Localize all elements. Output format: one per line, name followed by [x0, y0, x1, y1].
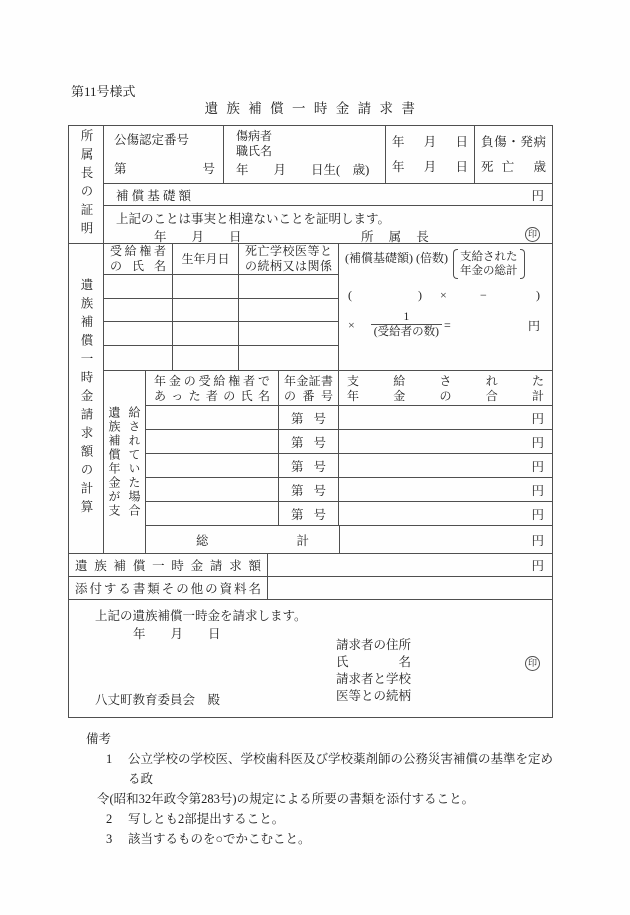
- date-cell: [386, 126, 475, 183]
- remark-text: 公立学校の学校医、学校歯科医及び学校薬剤師の公務災害補償の基準を定める政: [128, 752, 554, 786]
- remark-item-1: [86, 749, 564, 789]
- certification-statement: 上記のことは事実と相違ないことを証明します。: [116, 212, 391, 226]
- pension-row-amount: [339, 478, 552, 501]
- formula-fraction: [371, 311, 442, 339]
- fraction-numerator: 1: [403, 311, 410, 323]
- certification-date: 年 月 日: [154, 230, 242, 244]
- pension-row-name: [146, 430, 279, 453]
- remark-item-2: [86, 809, 564, 829]
- attachments-label-cell: [69, 577, 268, 599]
- request-date: 年 月 日: [133, 627, 221, 641]
- certification-vertical-label: [69, 126, 104, 243]
- beneficiary-birthdate-row: [173, 299, 238, 323]
- beneficiary-birthdate-row: [173, 322, 238, 346]
- beneficiary-birthdate-header-text: 生年月日: [181, 251, 230, 266]
- yen-unit: 円: [531, 483, 544, 498]
- injury-cert-number-cell: [104, 126, 224, 183]
- base-amount-unit: 円: [531, 188, 544, 203]
- formula-paid-pension-bracket: [453, 249, 525, 279]
- injured-person-birthdate: 年 月 日生( 歳): [236, 163, 370, 177]
- page-title: 遺 族 補 償 一 時 金 請 求 書: [204, 101, 418, 116]
- injured-person-label-line2: 職氏名: [236, 144, 273, 158]
- claim-amount-label-cell: [69, 554, 268, 576]
- injury-cert-number-label: 公傷認定番号: [114, 133, 190, 147]
- pension-paid-vertical-right: 給されていた場合: [127, 406, 141, 518]
- beneficiary-name-header-line1: 受給権者: [110, 244, 166, 259]
- remark-number: 1: [106, 752, 113, 766]
- attachments-value: [268, 577, 552, 599]
- beneficiary-relation-row: [239, 275, 338, 299]
- beneficiary-name-header-line2: の 氏 名: [110, 259, 166, 274]
- calculation-vertical-label-text: 遺族補償一時金請求額の計算: [79, 278, 93, 519]
- certification-statement-row: [104, 206, 552, 243]
- formula-times-sign-2: ×: [348, 317, 355, 332]
- pension-row-name: [146, 478, 279, 501]
- remark-continuation: 令(昭和32年政令第283号)の規定による所要の書類を添付すること。: [97, 792, 475, 806]
- beneficiary-relation-header-line1: 死亡学校医等と: [245, 244, 332, 259]
- certification-content: [104, 126, 552, 243]
- base-amount-row: [104, 184, 552, 206]
- beneficiary-birthdate-header: [173, 244, 238, 275]
- formula-minus-sign: −: [480, 288, 487, 302]
- certification-vertical-label-text: 所属長の証明: [79, 129, 93, 240]
- formula-paid-pension-caption: [458, 249, 520, 279]
- yen-unit: 円: [531, 559, 544, 573]
- certification-top-row: [104, 126, 552, 184]
- recipient-line: 八丈町教育委員会 殿: [95, 693, 221, 707]
- pension-row: [146, 502, 552, 526]
- pension-cert-number-header: [279, 371, 339, 405]
- yen-unit: 円: [531, 533, 544, 548]
- beneficiary-relation-header-line2: の続柄又は関係: [245, 259, 332, 274]
- beneficiary-name-header: [104, 244, 172, 275]
- yen-unit: 円: [531, 459, 544, 474]
- pension-table-header: [146, 371, 552, 406]
- seal-icon: 印: [525, 227, 540, 242]
- formula-open-paren: (: [348, 288, 352, 302]
- beneficiary-birthdate-row: [173, 346, 238, 370]
- pension-row-name: [146, 454, 279, 477]
- beneficiary-birthdate-column: [173, 244, 239, 370]
- injured-person-label-line1: 傷病者: [236, 129, 273, 143]
- remark-number: 2: [106, 812, 113, 826]
- pension-total-label-cell: [146, 526, 340, 553]
- onset-label: 負傷・発病: [481, 135, 546, 149]
- formula-equals-sign: =: [443, 317, 451, 332]
- beneficiary-name-row: [104, 346, 172, 370]
- pension-paid-table: [146, 371, 552, 553]
- remarks-title: 備考: [86, 732, 112, 746]
- requester-seal-wrap: [525, 655, 540, 671]
- pension-holder-name-header-line1: 年金の受給権者で: [154, 373, 270, 388]
- pension-paid-vertical-left: 遺族補償年金が支: [107, 406, 121, 518]
- attachments-row: [69, 577, 552, 600]
- attachments-label: 添付する書類その他の資料名: [75, 582, 261, 596]
- certification-section: [69, 126, 552, 244]
- pension-total-amount: [340, 526, 552, 553]
- beneficiary-relation-column: [239, 244, 339, 370]
- pension-paid-total-header: [339, 371, 552, 405]
- seal-icon: 印: [525, 656, 540, 671]
- beneficiary-name-row: [104, 322, 172, 346]
- pension-row-cert: [279, 502, 339, 525]
- pension-row-cert: [279, 406, 339, 429]
- pension-row: [146, 406, 552, 430]
- beneficiary-relation-header: [239, 244, 338, 275]
- request-statement: 上記の遺族補償一時金を請求します。: [95, 609, 307, 623]
- injured-person-labels: [236, 129, 379, 159]
- calculation-formula-cell: [339, 244, 552, 370]
- calculation-vertical-label: [69, 244, 104, 553]
- formula-caption-line: [343, 249, 548, 279]
- bracket-right: [520, 249, 525, 279]
- formula-times-sign: ×: [440, 288, 447, 302]
- pension-row: [146, 454, 552, 478]
- formula-close-paren: ): [418, 288, 422, 302]
- formula-paid-caption-line1: 支給された: [460, 251, 518, 263]
- remark-number: 3: [106, 832, 113, 846]
- yen-unit: 円: [531, 507, 544, 522]
- remark-item-3: [86, 829, 564, 849]
- requester-block: [336, 637, 411, 705]
- beneficiary-formula-block: [104, 244, 552, 371]
- head-of-office-label: 所 属 長: [361, 230, 435, 244]
- beneficiary-relation-row: [239, 299, 338, 323]
- pension-row-cert: [279, 454, 339, 477]
- calculation-content: [104, 244, 552, 553]
- requester-address-label: 請求者の住所: [336, 638, 412, 652]
- beneficiary-birthdate-row: [173, 275, 238, 299]
- pension-row-amount: [339, 430, 552, 453]
- pension-holder-name-header-line2: あった者の氏名: [154, 388, 270, 403]
- beneficiary-name-row: [104, 275, 172, 299]
- pension-paid-vertical-label: [104, 371, 146, 553]
- pension-cert-number-value: 第 号: [291, 459, 326, 474]
- pension-cert-number-header-line1: 年金証書: [284, 373, 333, 388]
- base-amount-label: 補 償 基 礎 額: [116, 188, 192, 203]
- yen-unit: 円: [531, 435, 544, 450]
- remark-text: 写しとも2部提出すること。: [128, 812, 285, 826]
- injury-cert-number-value: 第 号: [114, 162, 215, 176]
- pension-holder-name-header: [146, 371, 279, 405]
- onset-death-cell: [475, 126, 552, 183]
- pension-cert-number-value: 第 号: [291, 483, 326, 498]
- calculation-section: [69, 244, 552, 554]
- claim-amount-label: 遺 族 補 償 一 時 金 請 求 額: [75, 559, 261, 573]
- pension-row-cert: [279, 430, 339, 453]
- pension-row-cert: [279, 478, 339, 501]
- pension-cert-number-value: 第 号: [291, 507, 326, 522]
- yen-unit: 円: [531, 411, 544, 426]
- pension-paid-total-header-line1: 支 給 さ れ た: [347, 373, 544, 388]
- requester-relation-label-line2: 医等との続柄: [336, 689, 412, 703]
- pension-row-name: [146, 502, 279, 525]
- beneficiary-relation-row: [239, 346, 338, 370]
- onset-date-line: 年 月 日: [392, 135, 468, 149]
- death-label: 死亡 歳: [481, 160, 546, 174]
- request-section: [69, 600, 552, 717]
- formula-paid-caption-line2: 年金の総計: [460, 265, 518, 277]
- claim-amount-row: [69, 554, 552, 577]
- requester-name-label: 氏 名: [336, 655, 412, 669]
- pension-row-name: [146, 406, 279, 429]
- main-form-table: [68, 125, 553, 718]
- death-date-line: 年 月 日: [392, 160, 468, 174]
- pension-row: [146, 430, 552, 454]
- pension-cert-number-header-line2: の 番 号: [284, 388, 333, 403]
- beneficiary-name-column: [104, 244, 173, 370]
- injured-person-cell: [224, 126, 386, 183]
- pension-row-amount: [339, 502, 552, 525]
- remark-text: 該当するものを○でかこむこと。: [128, 832, 311, 846]
- form-number: 第11号様式: [71, 84, 136, 99]
- formula-fraction-line: [343, 311, 548, 339]
- fraction-denominator: (受給者の数): [371, 324, 442, 339]
- pension-cert-number-value: 第 号: [291, 435, 326, 450]
- pension-row-amount: [339, 454, 552, 477]
- pension-total-row: [146, 526, 552, 553]
- formula-close-paren-2: ): [536, 288, 540, 302]
- formula-operators-line: [343, 288, 548, 308]
- pension-paid-vertical-pair: [106, 406, 143, 518]
- pension-row-amount: [339, 406, 552, 429]
- claim-amount-value: [268, 554, 552, 576]
- requester-relation-label-line1: 請求者と学校: [336, 672, 412, 686]
- pension-row: [146, 478, 552, 502]
- head-seal-wrap: [525, 226, 540, 242]
- formula-multiplier-caption: (倍数): [416, 251, 448, 265]
- pension-paid-total-header-line2: 年 金 の 合 計: [347, 388, 544, 403]
- pension-cert-number-value: 第 号: [291, 411, 326, 426]
- formula-base-caption: (補償基礎額): [345, 251, 413, 265]
- pension-paid-block: [104, 371, 552, 553]
- remarks-block: [86, 729, 564, 849]
- beneficiary-name-row: [104, 299, 172, 323]
- beneficiary-relation-row: [239, 322, 338, 346]
- pension-total-label: 総 計: [196, 533, 309, 548]
- formula-yen-unit: 円: [527, 318, 540, 333]
